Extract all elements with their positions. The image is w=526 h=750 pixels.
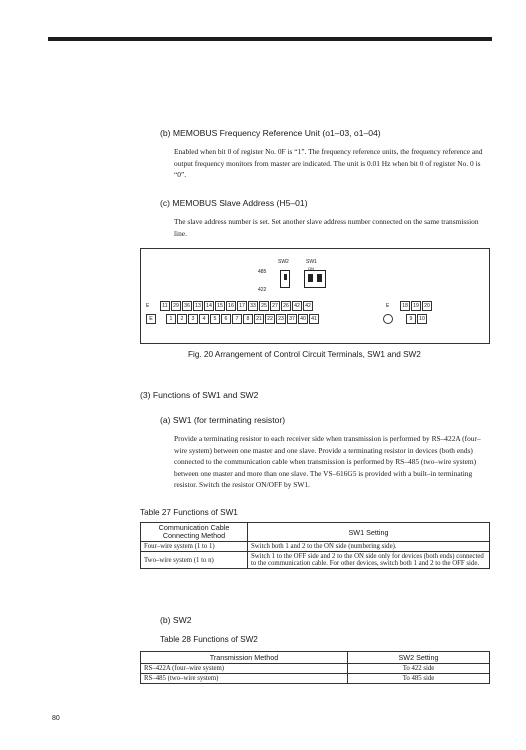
page-number: 80 [52, 715, 60, 722]
sw2-switch [280, 270, 290, 288]
table-27 [140, 522, 490, 569]
terminal: 36 [182, 301, 192, 311]
terminal: 2 [177, 314, 187, 324]
on-label: ON [308, 266, 314, 271]
terminal: 41 [309, 314, 319, 324]
terminal: 5 [210, 314, 220, 324]
table-28 [140, 651, 490, 684]
terminal: 17 [237, 301, 247, 311]
terminal: 4 [199, 314, 209, 324]
terminal: 11 [160, 301, 170, 311]
terminal: 9 [406, 314, 416, 324]
label-422: 422 [258, 287, 267, 293]
terminal-row-top [160, 301, 313, 311]
terminal: 14 [204, 301, 214, 311]
terminal: 26 [281, 301, 291, 311]
terminal: 29 [171, 301, 181, 311]
section-b-text: Enabled when bit 0 of register No. 0F is “1”. The frequency reference units, the frequency reference and output frequency monitors from master are indicated. The unit is 0.01 Hz when bit 0 of register No. 0 is “0”. [174, 147, 483, 179]
terminal: 15 [215, 301, 225, 311]
table-cell: To 422 side [348, 664, 490, 674]
section-c-text: The slave address number is set. Set another slave address number connected on the same transmission line. [174, 217, 479, 238]
table-row [141, 542, 490, 552]
table-row [141, 674, 490, 684]
terminal: 19 [411, 301, 421, 311]
sw1-label: SW1 [306, 259, 317, 265]
terminal: 7 [232, 314, 242, 324]
terminal: E [146, 314, 156, 324]
terminal: 3 [188, 314, 198, 324]
terminal: 40 [298, 314, 308, 324]
figure-caption: Fig. 20 Arrangement of Control Circuit Terminals, SW1 and SW2 [188, 350, 421, 359]
terminal: 37 [287, 314, 297, 324]
terminal: 22 [265, 314, 275, 324]
table-header-row [141, 523, 490, 542]
terminal-row-bottom-left [146, 314, 156, 324]
terminal: 8 [243, 314, 253, 324]
section-b2-heading: (b) SW2 [160, 615, 192, 625]
table-cell: RS–422A (four–wire system) [141, 664, 348, 674]
terminal-row-top-right [400, 301, 432, 311]
sw1-switch [304, 270, 326, 288]
terminal: 10 [417, 314, 427, 324]
table-cell: Two–wire system (1 to n) [141, 552, 248, 569]
terminal: 33 [248, 301, 258, 311]
section-a-heading: (a) SW1 (for terminating resistor) [160, 415, 286, 425]
table27-col2-header: SW1 Setting [248, 523, 490, 542]
terminal: 18 [400, 301, 410, 311]
table28-caption: Table 28 Functions of SW2 [160, 635, 258, 644]
terminal: 42 [292, 301, 302, 311]
section-3-heading: (3) Functions of SW1 and SW2 [140, 390, 259, 400]
terminal: 42 [303, 301, 313, 311]
terminal: 27 [270, 301, 280, 311]
table28-col1-header: Transmission Method [141, 652, 348, 664]
table-header-row [141, 652, 490, 664]
terminal: 1 [166, 314, 176, 324]
table27-col1-header: Communication Cable Connecting Method [141, 523, 248, 542]
table-cell: Switch both 1 and 2 to the ON side (numbering side). [248, 542, 490, 552]
section-b-heading: (b) MEMOBUS Frequency Reference Unit (o1–03, o1–04) [160, 128, 381, 138]
ground-label-left: E [146, 303, 150, 309]
ground-terminal-icon [383, 314, 393, 324]
terminal: 21 [254, 314, 264, 324]
terminal: 13 [193, 301, 203, 311]
terminal: 23 [276, 314, 286, 324]
label-485: 485 [258, 269, 267, 275]
table-cell: Switch 1 to the OFF side and 2 to the ON side only for devices (both ends) connected to the communication cable. For other devices, switch both 1 and 2 to the OFF side. [248, 552, 490, 569]
terminal-row-bottom [166, 314, 319, 324]
section-c-heading: (c) MEMOBUS Slave Address (H5–01) [160, 198, 308, 208]
table-row [141, 552, 490, 569]
table-row [141, 664, 490, 674]
terminal-row-bottom-right [406, 314, 427, 324]
top-rule [48, 37, 492, 41]
table-cell: To 485 side [348, 674, 490, 684]
table27-caption: Table 27 Functions of SW1 [140, 508, 238, 517]
table-cell: Four–wire system (1 to 1) [141, 542, 248, 552]
table28-col2-header: SW2 Setting [348, 652, 490, 664]
terminal: 25 [259, 301, 269, 311]
table-cell: RS–485 (two–wire system) [141, 674, 348, 684]
terminal: 16 [226, 301, 236, 311]
ground-label-right: E [386, 303, 390, 309]
terminal: 6 [221, 314, 231, 324]
section-a-text: Provide a terminating resistor to each receiver side when transmission is performed by RS–422A (four–wire system) between one master and one slave. Provide a terminating resistor in devices (both ends) connected to the communication cable when transmission is performed by RS–485 (two–wire system) between one master and more than one slave. The VS–616G5 is provided with a built–in terminating resistor. Switch the resistor ON/OFF by SW1. [174, 434, 481, 489]
sw2-label: SW2 [278, 259, 289, 265]
terminal: 20 [422, 301, 432, 311]
